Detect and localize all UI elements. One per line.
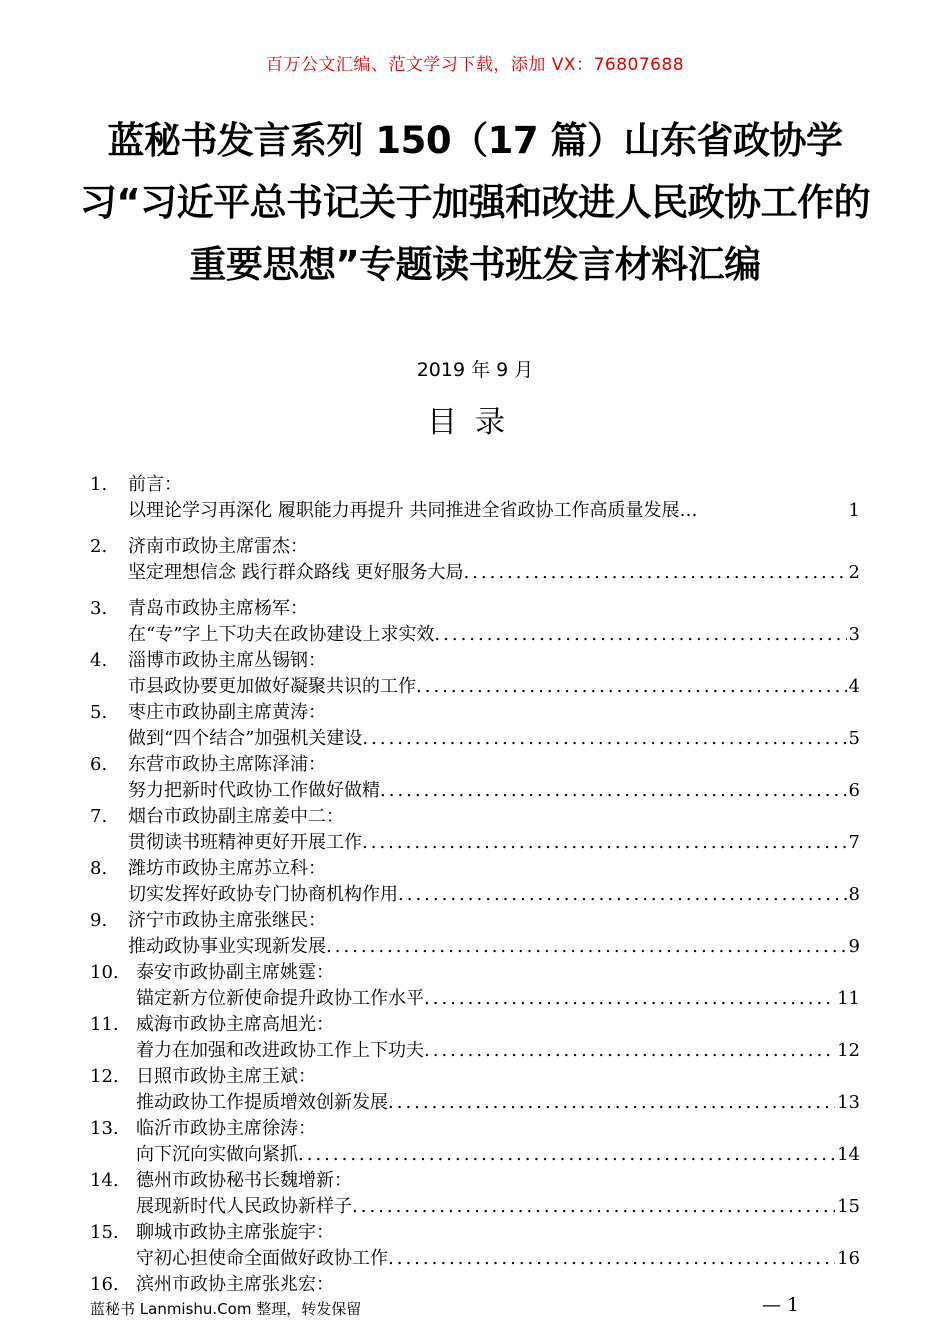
toc-entry-page: 7 [848, 832, 860, 853]
toc-entry-title: 向下沉向实做向紧抓 [136, 1144, 298, 1165]
toc-entry-number: 15. [90, 1222, 119, 1243]
toc-entry-number: 10. [90, 962, 119, 983]
toc-entry-title: 以理论学习再深化 履职能力再提升 共同推进全省政协工作高质量发展… [128, 500, 698, 521]
toc-entry-page: 1 [848, 500, 860, 521]
toc-leader-dots [463, 560, 846, 586]
toc-entry-speaker-text: 淄博市政协主席丛锡钢： [128, 650, 326, 671]
toc-entry-title: 推动政协事业实现新发展 [128, 936, 326, 957]
toc-entry-number: 7. [90, 806, 108, 827]
toc-entry-page: 14 [837, 1144, 860, 1165]
toc-entry-speaker [90, 648, 860, 674]
toc-heading: 目录 [427, 405, 523, 440]
toc-entry-title-line[interactable] [90, 674, 860, 700]
toc-entry-speaker [90, 534, 860, 560]
toc-entry-speaker-text: 前言： [128, 474, 182, 495]
toc-leader-dots [434, 622, 846, 648]
toc-entry-title-line[interactable] [90, 560, 860, 586]
toc-entry-speaker-text: 东营市政协主席陈泽浦： [128, 754, 326, 775]
document-date: 2019 年 9 月 [416, 359, 534, 381]
toc-entry-title: 贯彻读书班精神更好开展工作 [128, 832, 362, 853]
toc-entry-speaker [90, 1116, 860, 1142]
toc-entry-speaker [90, 1272, 860, 1298]
toc-entry-title-line[interactable] [90, 726, 860, 752]
toc-entry-number: 1. [90, 474, 108, 495]
toc-entry-page: 6 [848, 780, 860, 801]
toc-entry-title-line[interactable] [90, 882, 860, 908]
toc-entry-title-line[interactable] [90, 934, 860, 960]
toc-entry-speaker [90, 1168, 860, 1194]
toc-entry-title-line[interactable] [90, 1194, 860, 1220]
toc-entry-page: 11 [837, 988, 860, 1009]
toc-entry-speaker-text: 枣庄市政协副主席黄涛： [128, 702, 326, 723]
toc-entry-speaker-text: 烟台市政协副主席姜中二： [128, 806, 344, 827]
toc-entry-number: 3. [90, 598, 108, 619]
toc-entry-title-line[interactable] [90, 498, 860, 524]
toc-entry-number: 16. [90, 1274, 119, 1295]
toc-entry-number: 13. [90, 1118, 119, 1139]
toc-leader-dots [398, 882, 847, 908]
toc-entry-speaker [90, 1220, 860, 1246]
toc-entry-title: 着力在加强和改进政协工作上下功夫 [136, 1040, 424, 1061]
toc-entry-speaker [90, 804, 860, 830]
toc-entry-title-line[interactable] [90, 986, 860, 1012]
toc-leader-dots [298, 1142, 835, 1168]
toc-entry-speaker [90, 472, 860, 498]
toc-entry-page: 4 [848, 676, 860, 697]
toc-entry-speaker-text: 日照市政协主席王斌： [136, 1066, 316, 1087]
toc-entry-page: 16 [837, 1248, 860, 1269]
toc-entry-speaker-text: 滨州市政协主席张兆宏： [136, 1274, 334, 1295]
toc-entry-speaker [90, 908, 860, 934]
toc-entry-title-line[interactable] [90, 1038, 860, 1064]
toc-leader-dots [388, 1246, 835, 1272]
toc-spacer [90, 586, 860, 596]
toc-entry-number: 12. [90, 1066, 119, 1087]
toc-entry-title: 锚定新方位新使命提升政协工作水平 [136, 988, 424, 1009]
toc-entry-speaker [90, 1012, 860, 1038]
toc-entry-number: 9. [90, 910, 108, 931]
toc-entry-number: 5. [90, 702, 108, 723]
toc-entry-page: 5 [848, 728, 860, 749]
toc-entry-speaker-text: 德州市政协秘书长魏增新： [136, 1170, 352, 1191]
toc-entry-page: 12 [837, 1040, 860, 1061]
toc-leader-dots [352, 1194, 835, 1220]
toc-leader-dots [362, 726, 846, 752]
toc-entry-speaker [90, 856, 860, 882]
toc-entry-page: 9 [848, 936, 860, 957]
toc-entry-title: 切实发挥好政协专门协商机构作用 [128, 884, 398, 905]
toc-entry-number: 4. [90, 650, 108, 671]
toc-entry-speaker-text: 聊城市政协主席张旋宇： [136, 1222, 334, 1243]
toc-entry-title: 在“专”字上下功夫在政协建设上求实效 [128, 624, 435, 645]
document-title: 蓝秘书发言系列 150（17 篇）山东省政协学习“习近平总书记关于加强和改进人民政协工作的重要思想”专题读书班发言材料汇编 [79, 119, 871, 286]
toc-entry-speaker [90, 700, 860, 726]
page-number: — 1 [762, 1294, 800, 1316]
toc-entry-title-line[interactable] [90, 622, 860, 648]
toc-entry-page: 3 [848, 624, 860, 645]
toc-entry-title: 守初心担使命全面做好政协工作 [136, 1248, 388, 1269]
toc-entry-title: 坚定理想信念 践行群众路线 更好服务大局 [128, 562, 464, 583]
toc-leader-dots [424, 986, 835, 1012]
toc-entry-speaker-text: 潍坊市政协主席苏立科： [128, 858, 326, 879]
toc-entry-title-line[interactable] [90, 1090, 860, 1116]
footer-credit: 蓝秘书 Lanmishu.Com 整理，转发保留 [90, 1300, 362, 1318]
toc-entry-speaker-text: 济宁市政协主席张继民： [128, 910, 326, 931]
toc-entry-title: 推动政协工作提质增效创新发展 [136, 1092, 388, 1113]
toc-entry-title: 努力把新时代政协工作做好做精 [128, 780, 380, 801]
toc-entry-number: 2. [90, 536, 108, 557]
toc-entry-title-line[interactable] [90, 778, 860, 804]
toc-entry-number: 11. [90, 1014, 119, 1035]
toc-leader-dots [416, 674, 847, 700]
toc-entry-title: 做到“四个结合”加强机关建设 [128, 728, 363, 749]
promo-banner: 百万公文汇编、范文学习下载，添加 VX：76807688 [265, 55, 685, 75]
toc-entry-speaker [90, 596, 860, 622]
toc-entry-page: 8 [848, 884, 860, 905]
toc-entry-page: 2 [848, 562, 860, 583]
toc-entry-speaker-text: 临沂市政协主席徐涛： [136, 1118, 316, 1139]
toc-entry-speaker [90, 752, 860, 778]
toc-entry-page: 15 [837, 1196, 860, 1217]
toc-entry-title-line[interactable] [90, 1142, 860, 1168]
toc-entry-number: 14. [90, 1170, 119, 1191]
toc-entry-speaker [90, 1064, 860, 1090]
toc-spacer [90, 524, 860, 534]
toc-entry-speaker-text: 济南市政协主席雷杰： [128, 536, 308, 557]
toc-leader-dots [424, 1038, 835, 1064]
toc-entry-speaker-text: 青岛市政协主席杨军： [128, 598, 308, 619]
toc-entry-speaker [90, 960, 860, 986]
toc-entry-title-line[interactable] [90, 830, 860, 856]
toc-entry-speaker-text: 威海市政协主席高旭光： [136, 1014, 334, 1035]
toc-leader-dots [388, 1090, 835, 1116]
toc-leader-dots [326, 934, 847, 960]
toc-entry-number: 6. [90, 754, 108, 775]
toc-leader-dots [362, 830, 847, 856]
toc-entry-number: 8. [90, 858, 108, 879]
table-of-contents [90, 472, 860, 1298]
toc-leader-dots [380, 778, 847, 804]
toc-entry-speaker-text: 泰安市政协副主席姚霆： [136, 962, 334, 983]
toc-entry-title: 展现新时代人民政协新样子 [136, 1196, 352, 1217]
toc-entry-page: 13 [837, 1092, 860, 1113]
toc-entry-title: 市县政协要更加做好凝聚共识的工作 [128, 676, 416, 697]
toc-entry-title-line[interactable] [90, 1246, 860, 1272]
